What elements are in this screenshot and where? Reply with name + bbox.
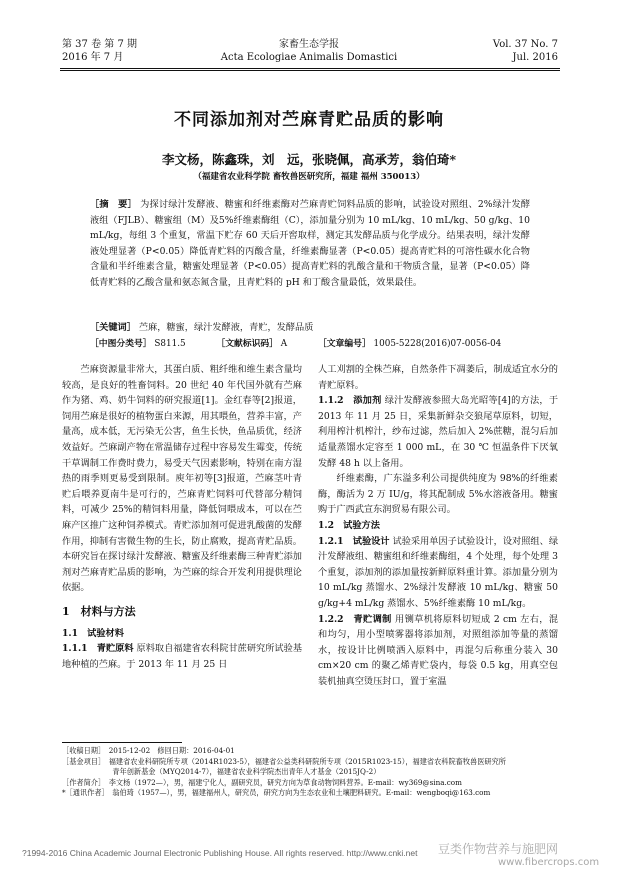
footnote-funding-cont: 青年创新基金（MYQ2014-7），福建省农业科学院杰出青年人才基金（2015JQ-2）	[62, 767, 381, 776]
journal-issue-right	[493, 38, 558, 64]
issue-date: 2016 年 7 月	[62, 52, 124, 63]
paragraph-1-1-2-label: 1.1.2 添加剂	[318, 395, 382, 407]
doccode: A	[280, 339, 288, 349]
paragraph-1-2-1	[318, 534, 558, 612]
cnki-link[interactable]: http://www.cnki.net	[346, 848, 418, 858]
affiliation: （福建省农业科学院 畜牧兽医研究所，福建 福州 350013）	[193, 172, 425, 182]
watermark-title: 豆类作物营养与施肥网	[438, 842, 559, 856]
keywords-label: ［关键词］	[90, 322, 136, 333]
paragraph-1-1-1	[62, 641, 302, 672]
continued-paragraph: 人工刈割的全株苎麻，自然条件下凋萎后，制成适宜水分的青贮原料。	[318, 364, 558, 391]
paragraph-1-2-2	[318, 612, 558, 690]
doccode-label: ［文献标识码］	[216, 339, 278, 349]
paragraph-1-2-2-text: 用铡草机将原料切短成 2 cm 左右，混和均匀，用小型喷雾器将添加剂，对照组添加等量的蒸馏水，按设计比例喷洒入原料中，再混匀后称重分装入 30 cm×20 cm 的聚乙烯青贮袋内，每袋 0.5 kg，用真空包装机抽真空烫压封口，置于室温	[318, 613, 559, 687]
paper-title: 不同添加剂对苎麻青贮品质的影响	[174, 110, 444, 130]
article-label: ［文章编号］	[317, 339, 371, 349]
paragraph-1-1-2-text: 绿汁发酵液参照大岛光昭等[4]的方法，于 2013 年 11 月 25 日，采集新鲜杂交狼尾草原料，切短，利用榨汁机榨汁，纱布过滤，然后加入 2%蔗糖，混匀后加适量蒸馏水定容至 1 000 mL，在 30 ℃ 恒温条件下厌氧发酵 48 h 以上备用。	[318, 395, 559, 469]
keywords-text: 苎麻，糖蜜，绿汁发酵液，青贮，发酵品质	[138, 322, 314, 333]
article-number: 1005-5228(2016)07-0056-04	[373, 339, 502, 349]
abstract-label: ［摘 要］	[90, 199, 137, 210]
watermark	[438, 843, 599, 869]
classification-line	[90, 337, 550, 351]
abstract-text: 为探讨绿汁发酵液、糖蜜和纤维素酶对苎麻青贮饲料品质的影响，试验设对照组、2%绿汁发酵液组（FJLB）、糖蜜组（M）及5%纤维素酶组（C），添加量分别为 10 mL/kg、10 mL/kg、50 g/kg、10 mL/kg，每组 3 个重复，常温下贮存 60 天后开窖取样，测定其发酵品质与化学成分。结果表明，绿汁发酵液处理显著（P<0.05）降低青贮料的丙酸含量，纤维素酶显著（P<0.05）提高青贮料的可溶性碳水化合物含量和半纤维素含量，糖蜜处理显著（P<0.05）提高青贮料的乳酸含量和干物质含量，显著（P<0.05）降低青贮料的乙酸含量和氨态氮含量，且青贮料的 pH 和丁酸含量最低，效果最佳。	[90, 199, 531, 288]
paragraph-1-2-2-label: 1.2.2 青贮调制	[318, 613, 392, 625]
abstract	[90, 197, 530, 290]
section-heading-1: 1 材料与方法	[62, 604, 136, 618]
header-rule	[60, 68, 560, 69]
volume-issue: 第 37 卷 第 7 期	[62, 39, 137, 50]
body-right-column	[318, 362, 558, 689]
paragraph-1-1-1-text: 原料取自福建省农科院甘蔗研究所试验基地种植的苎麻。于 2013 年 11 月 25 日	[62, 643, 303, 670]
keywords	[90, 320, 530, 335]
clc-code: S811.5	[154, 339, 186, 349]
footnote-funding: ［基金项目］ 福建省农业科研院所专项（2014R1023-5），福建省公益类科研院所专项（2015R1023-15），福建省农科院畜牧兽医研究所	[62, 756, 506, 766]
subsection-heading-1-2: 1.2 试验方法	[318, 519, 380, 531]
journal-name-en: Acta Ecologiae Animalis Domastici	[220, 52, 398, 63]
copyright-text: ?1994-2016 China Academic Journal Electronic Publishing House. All rights reserved.	[22, 848, 345, 858]
footnote-author: ［作者简介］ 李文杨（1972—），男，福建宁化人，副研究员，研究方向为草食动物饲料营养。E-mail：wy369@sina.com	[62, 777, 462, 787]
author-list: 李文杨，陈鑫珠，刘 远，张晓佩，高承芳，翁伯琦*	[161, 152, 457, 167]
header-rule-2	[60, 70, 560, 71]
paragraph-1-2-1-text: 试验采用单因子试验设计，设对照组、绿汁发酵液组、糖蜜组和纤维素酶组，4 个处理，每个处理 3 个重复，添加剂的添加量按新鲜原料重计算。添加量分别为 10 mL/kg 蒸馏水、2%绿汁发酵液 10 mL/kg、糖蜜 50 g/kg+4 mL/kg 蒸馏水、5%纤维素酶 10 mL/kg。	[318, 535, 559, 609]
footnote-received: ［收稿日期］ 2015-12-02 修回日期：2016-04-01	[62, 746, 235, 755]
footnote-rule	[62, 742, 182, 743]
paragraph-enzyme: 纤维素酶，广东溢多利公司提供纯度为 98%的纤维素酶，酶活为 2 万 IU/g，将其配制成 5%水溶液备用。糖蜜购于广西武宣东润贸易有限公司。	[318, 473, 558, 516]
clc-label: ［中图分类号］	[90, 339, 152, 349]
paragraph-1-2-1-label: 1.2.1 试验设计	[318, 535, 390, 547]
subsection-heading-1-1: 1.1 试验材料	[62, 627, 124, 639]
watermark-url: www.fibercrops.com	[498, 857, 600, 868]
intro-paragraph: 苎麻资源量非常大，其蛋白质、粗纤维和维生素含量均较高，是良好的牲畜饲料。20 世纪 40 年代国外就有苎麻作为猪、鸡、奶牛饲料的研究报道[1]。金红春等[2]报道，饲用苎麻是很好的植物蛋白来源，用其喂鱼，营养丰富，产量高，成本低，无污染无公害，鱼生长快，鱼品质优，经济效益好。苎麻副产物在常温储存过程中容易发生霉变，传统干草调制工作费时费力，易受天气因素影响，特别在南方湿热的雨季则更易受到限制。庾年初等[3]报道，苎麻茎叶青贮后喂养夏南牛是可行的，苎麻青贮饲料可代替部分精饲料，可减少 25%的精饲料用量，降低饲喂成本，可以在苎麻产区推广这种饲养模式。青贮添加剂可促进乳酸菌的发酵作用，抑制有害微生物的生长，防止腐败，提高青贮品质。本研究旨在探讨绿汁发酵液、糖蜜及纤维素酶三种青贮添加剂对苎麻青贮品质的影响，为苎麻的综合开发利用提供理论依据。	[62, 364, 302, 594]
paragraph-1-1-1-label: 1.1.1 青贮原料	[62, 643, 134, 655]
body-left-column	[62, 362, 302, 672]
footnotes	[62, 746, 562, 799]
copyright-footer	[22, 848, 418, 858]
issue-date-en: Jul. 2016	[512, 52, 558, 63]
paragraph-1-1-2	[318, 393, 558, 471]
volume-issue-en: Vol. 37 No. 7	[492, 39, 558, 50]
journal-name-cn: 家畜生态学报	[279, 39, 339, 50]
footnote-corresponding: *［通讯作者］ 翁伯琦（1957—），男，福建福州人，研究员，研究方向为生态农业和土壤肥料研究。E-mail：wengboqi@163.com	[62, 788, 491, 797]
